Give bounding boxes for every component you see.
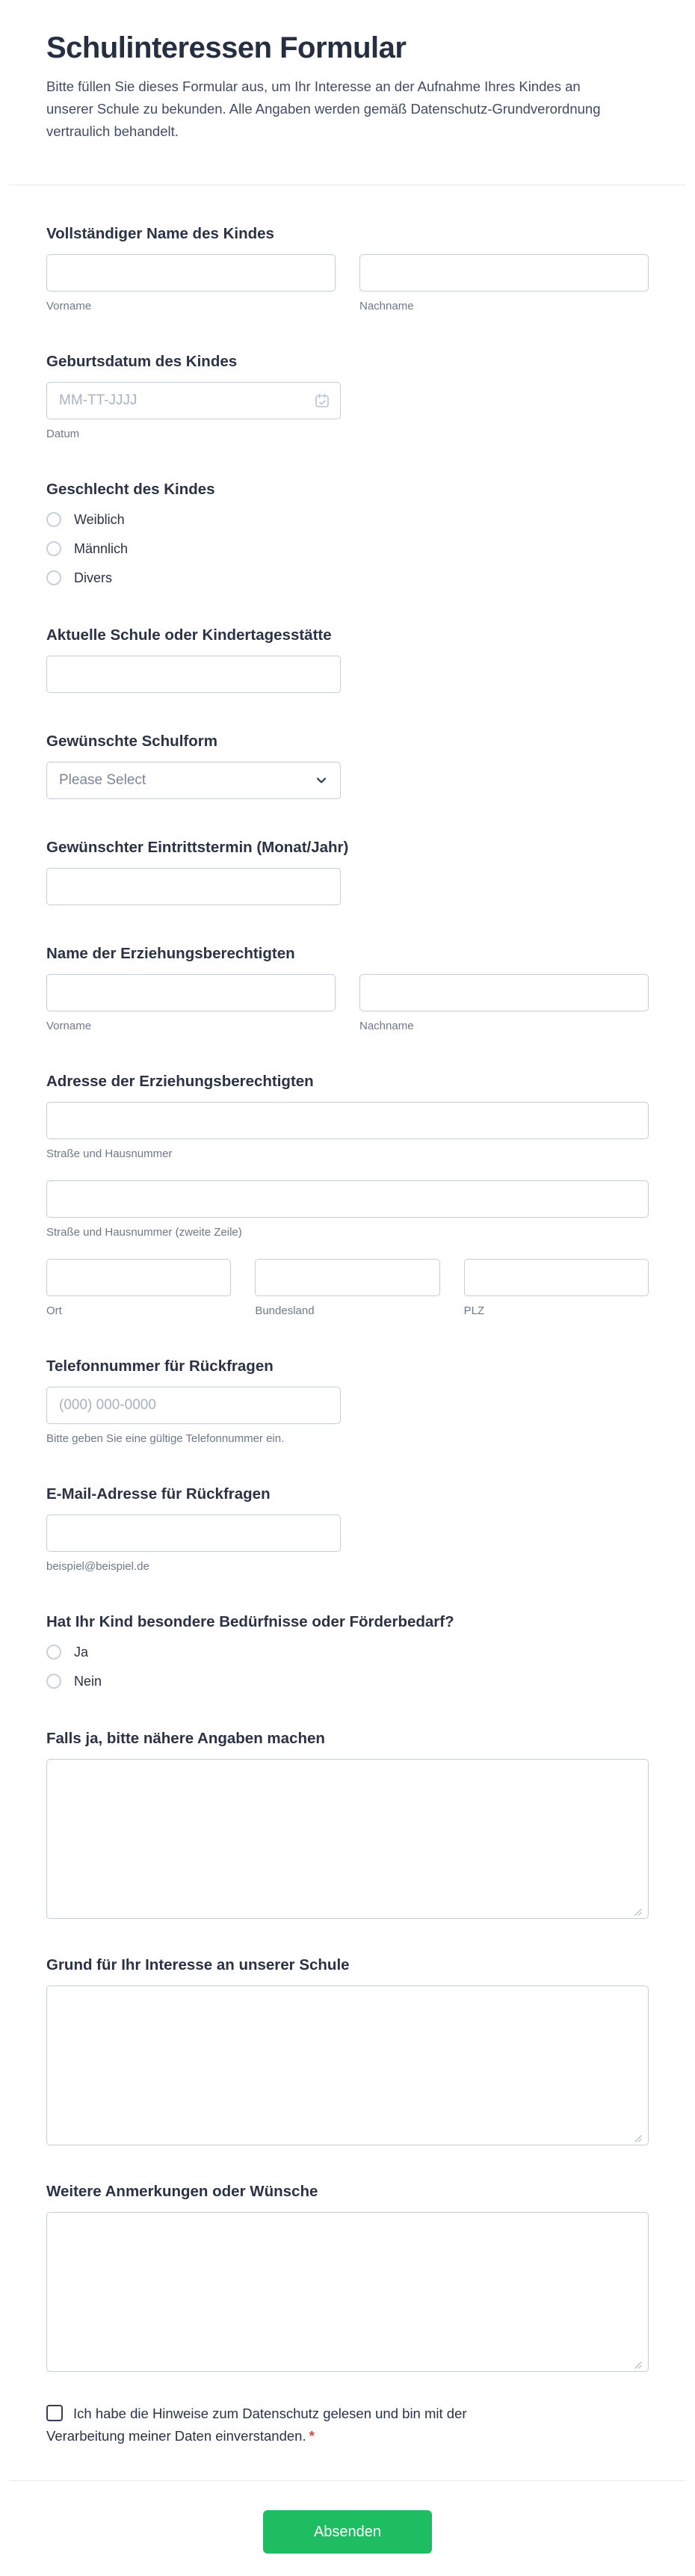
resize-handle-icon[interactable] <box>633 2133 642 2142</box>
last-name-sublabel: Nachname <box>359 300 414 312</box>
additional-remarks-textarea[interactable] <box>46 2212 649 2372</box>
special-needs-details-textarea[interactable] <box>46 1759 649 1919</box>
privacy-consent-label: Ich habe die Hinweise zum Datenschutz gelesen und bin mit der Verarbeitung meiner Daten einverstanden. <box>46 2406 467 2444</box>
field-label: Gewünschte Schulform <box>46 733 217 750</box>
gender-option-divers[interactable] <box>46 569 649 587</box>
option-label: Weiblich <box>74 511 125 527</box>
field-special-needs-details <box>46 1729 649 1923</box>
chevron-down-icon <box>315 774 328 787</box>
field-label: Falls ja, bitte nähere Angaben machen <box>46 1730 325 1747</box>
field-label: Geschlecht des Kindes <box>46 481 215 498</box>
field-interest-reason <box>46 1956 649 2149</box>
email-sublabel: beispiel@beispiel.de <box>46 1560 149 1573</box>
special-needs-option-nein[interactable] <box>46 1672 649 1690</box>
gender-option-maennlich[interactable] <box>46 540 649 558</box>
guardian-first-name-input[interactable] <box>46 974 336 1011</box>
field-entry-date <box>46 838 649 905</box>
calendar-icon[interactable] <box>314 392 330 409</box>
field-label: Weitere Anmerkungen oder Wünsche <box>46 2183 318 2200</box>
page-title: Schulinteressen Formular <box>46 31 407 64</box>
resize-handle-icon[interactable] <box>633 2360 642 2369</box>
field-guardian-name <box>46 944 649 1033</box>
gender-option-weiblich[interactable] <box>46 511 649 529</box>
radio-icon[interactable] <box>46 1645 61 1660</box>
special-needs-option-ja[interactable] <box>46 1643 649 1661</box>
radio-icon[interactable] <box>46 1674 61 1689</box>
required-asterisk: * <box>309 2428 315 2444</box>
address-city-input[interactable] <box>46 1259 231 1296</box>
first-name-sublabel: Vorname <box>46 1020 92 1032</box>
field-label: Gewünschter Eintrittstermin (Monat/Jahr) <box>46 839 349 856</box>
radio-icon[interactable] <box>46 541 61 556</box>
field-label: Vollständiger Name des Kindes <box>46 225 274 242</box>
address-state-input[interactable] <box>255 1259 439 1296</box>
state-sublabel: Bundesland <box>255 1304 315 1317</box>
address-line1-sublabel: Straße und Hausnummer <box>46 1147 173 1160</box>
field-label: Hat Ihr Kind besondere Bedürfnisse oder Förderbedarf? <box>46 1613 454 1630</box>
submit-button[interactable]: Absenden <box>263 2510 432 2554</box>
field-gender <box>46 480 649 587</box>
first-name-sublabel: Vorname <box>46 300 92 312</box>
date-sublabel: Datum <box>46 428 80 440</box>
address-line2-sublabel: Straße und Hausnummer (zweite Zeile) <box>46 1226 242 1239</box>
child-last-name-input[interactable] <box>359 254 649 292</box>
radio-icon[interactable] <box>46 570 61 585</box>
email-input[interactable] <box>46 1515 341 1552</box>
field-special-needs <box>46 1612 649 1690</box>
child-first-name-input[interactable] <box>46 254 336 292</box>
field-phone <box>46 1357 649 1446</box>
guardian-last-name-input[interactable] <box>359 974 649 1011</box>
option-label: Ja <box>74 1644 89 1660</box>
select-value: Please Select <box>59 772 146 788</box>
option-label: Männlich <box>74 540 129 556</box>
field-school-type <box>46 732 649 799</box>
address-line2-input[interactable] <box>46 1180 649 1218</box>
field-privacy-consent <box>46 2403 649 2447</box>
last-name-sublabel: Nachname <box>359 1020 414 1032</box>
field-birth-date <box>46 352 649 441</box>
checkbox-icon[interactable] <box>46 2405 63 2421</box>
field-label: E-Mail-Adresse für Rückfragen <box>46 1485 271 1503</box>
form-fields <box>0 224 695 2447</box>
zip-sublabel: PLZ <box>463 1304 485 1317</box>
address-line1-input[interactable] <box>46 1102 649 1139</box>
field-label: Geburtsdatum des Kindes <box>46 353 238 370</box>
phone-input[interactable] <box>46 1387 341 1424</box>
field-label: Telefonnummer für Rückfragen <box>46 1358 274 1375</box>
interest-reason-textarea[interactable] <box>46 1985 649 2145</box>
field-email <box>46 1485 649 1574</box>
submit-area <box>0 2481 695 2576</box>
form-header <box>0 0 695 143</box>
address-zip-input[interactable] <box>464 1259 649 1296</box>
birth-date-input[interactable] <box>46 382 341 419</box>
phone-sublabel: Bitte geben Sie eine gültige Telefonnummer ein. <box>46 1432 285 1445</box>
option-label: Divers <box>74 570 113 585</box>
field-label: Name der Erziehungsberechtigten <box>46 945 295 962</box>
option-label: Nein <box>74 1673 102 1689</box>
resize-handle-icon[interactable] <box>633 1907 642 1916</box>
radio-icon[interactable] <box>46 512 61 527</box>
field-child-name <box>46 224 649 313</box>
field-current-school <box>46 626 649 693</box>
privacy-consent-row[interactable] <box>46 2403 513 2447</box>
field-label: Adresse der Erziehungsberechtigten <box>46 1073 314 1090</box>
form-subtitle: Bitte füllen Sie dieses Formular aus, um Ihr Interesse an der Aufnahme Ihres Kindes an unserer Schule zu bekunden. Alle Angaben werden gemäß Datenschutz-Grundverordnung vertraulich behandelt. <box>46 78 601 139</box>
field-label: Grund für Ihr Interesse an unserer Schule <box>46 1956 350 1973</box>
field-additional-remarks <box>46 2182 649 2376</box>
school-type-select[interactable] <box>46 762 341 799</box>
entry-date-input[interactable] <box>46 868 341 905</box>
current-school-input[interactable] <box>46 656 341 693</box>
field-label: Aktuelle Schule oder Kindertagesstätte <box>46 626 332 644</box>
field-guardian-address <box>46 1072 649 1318</box>
city-sublabel: Ort <box>46 1304 62 1317</box>
